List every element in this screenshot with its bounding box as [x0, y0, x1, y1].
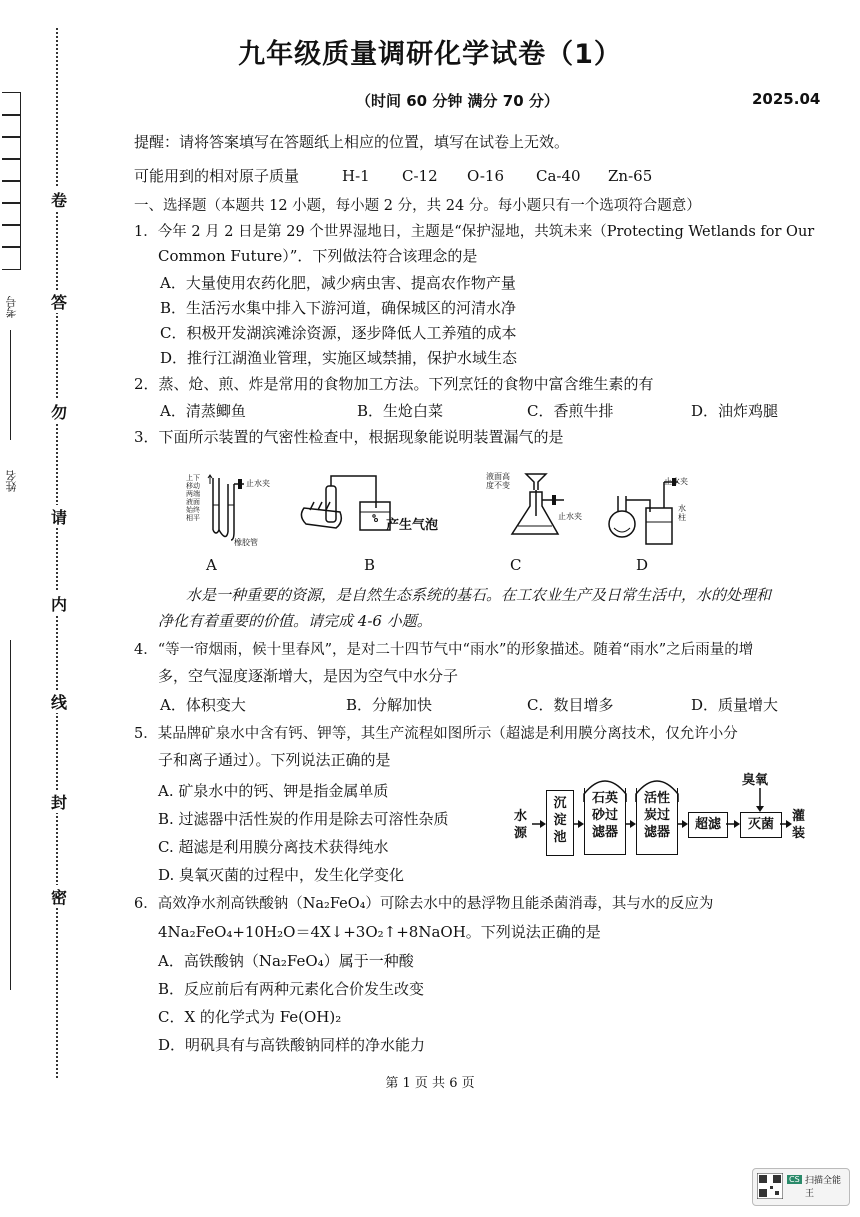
question-4-option[interactable]: D．质量增大 [691, 696, 779, 714]
question-2-option[interactable]: D．油炸鸡腿 [691, 402, 779, 420]
apparatus-a-note: 上下 移动 两端 液面 始终 相平 [186, 474, 200, 522]
question-4-option[interactable]: A．体积变大 [160, 696, 246, 714]
reading-intro: 净化有着重要的价值。请完成 4-6 小题。 [158, 612, 432, 630]
apparatus-c-note: 液面高 度不变 [486, 472, 510, 490]
section-heading: 一、选择题（本题共 12 小题，每小题 2 分，共 24 分。每小题只有一个选项符合题意） [134, 198, 701, 214]
flow-step-settling: 沉 淀 池 [546, 790, 574, 856]
exam-number-box[interactable] [2, 202, 21, 226]
question-5-option[interactable]: D. 臭氧灭菌的过程中，发生化学变化 [158, 866, 405, 884]
question-6-option[interactable]: B．反应前后有两种元素化合价发生改变 [158, 980, 425, 998]
name-label: 姓名 [5, 470, 18, 492]
reminder-text: 提醒：请将答案填写在答题纸上相应的位置，填写在试卷上无效。 [134, 133, 570, 151]
seal-char: 答 [49, 290, 69, 313]
question-2-option[interactable]: B．生炝白菜 [357, 402, 444, 420]
apparatus-d-column-label: 水 柱 [678, 504, 686, 522]
apparatus-a-letter[interactable]: A [206, 556, 217, 574]
apparatus-a-tube-label: 橡胶管 [234, 538, 258, 547]
exam-number-box[interactable] [2, 92, 21, 116]
question-1-option[interactable]: A．大量使用农药化肥，减少病虫害、提高农作物产量 [160, 274, 516, 292]
question-1-option[interactable]: C．积极开发湖滨滩涂资源，逐步降低人工养殖的成本 [160, 324, 517, 342]
exam-number-box[interactable] [2, 158, 21, 182]
question-4-stem: 4．“等一帘烟雨，候十里春风”，是对二十四节气中“雨水”的形象描述。随着“雨水”之后雨量的增 [134, 642, 754, 658]
atomic-mass-item: C-12 [402, 167, 438, 185]
page-title: 九年级质量调研化学试卷（1） [238, 39, 622, 70]
flow-water-source: 水 源 [514, 809, 528, 841]
exam-number-box[interactable] [2, 136, 21, 160]
question-6-option[interactable]: C．X 的化学式为 Fe(OH)₂ [158, 1008, 342, 1026]
apparatus-d-clamp-label: 止水夹 [664, 477, 688, 486]
question-2-option[interactable]: C．香煎牛排 [527, 402, 614, 420]
question-1-option[interactable]: D．推行江湖渔业管理，实施区域禁捕，保护水域生态 [160, 349, 518, 367]
atomic-mass-item: Zn-65 [608, 167, 653, 185]
seal-char: 密 [49, 885, 69, 908]
question-4-stem: 多，空气湿度逐渐增大，是因为空气中水分子 [158, 667, 459, 685]
exam-date: 2025.04 [752, 90, 821, 108]
question-5-option[interactable]: B. 过滤器中活性炭的作用是除去可溶性杂质 [158, 810, 449, 828]
apparatus-a-clamp-label: 止水夹 [246, 479, 270, 488]
atomic-mass-item: Ca-40 [536, 167, 581, 185]
question-2-stem: 2．蒸、炝、煎、炸是常用的食物加工方法。下列烹饪的食物中富含维生素的有 [134, 375, 654, 393]
seal-line [56, 28, 58, 1078]
exam-subtitle: （时间 60 分钟 满分 70 分） [356, 92, 559, 110]
exam-number-label: 考号 [5, 296, 18, 318]
apparatus-b-bubbles-label: 产生气泡 [386, 518, 439, 533]
seal-char: 勿 [49, 400, 69, 423]
scanner-watermark [752, 1168, 850, 1206]
question-5-option[interactable]: C. 超滤是利用膜分离技术获得纯水 [158, 838, 389, 856]
question-5-stem: 5．某品牌矿泉水中含有钙、钾等，其生产流程如图所示（超滤是利用膜分离技术，仅允许小分 [134, 726, 738, 742]
exam-number-box[interactable] [2, 246, 21, 270]
flow-ozone-label: 臭氧 [742, 773, 769, 788]
question-6-option[interactable]: A．高铁酸钠（Na₂FeO₄）属于一种酸 [158, 952, 414, 970]
question-5-option[interactable]: A. 矿泉水中的钙、钾是指金属单质 [158, 782, 389, 800]
apparatus-c-letter[interactable]: C [510, 556, 522, 574]
apparatus-b-letter[interactable]: B [364, 556, 376, 574]
flow-step-sterilization: 灭菌 [740, 812, 782, 838]
atomic-mass-label: 可能用到的相对原子质量 [134, 167, 300, 185]
seal-char: 封 [49, 790, 69, 813]
reading-intro: 水是一种重要的资源，是自然生态系统的基石。在工农业生产及日常生活中，水的处理和 [186, 586, 772, 604]
question-4-option[interactable]: B．分解加快 [346, 696, 433, 714]
flow-step-carbon-filter: 活性 炭过 滤器 [636, 788, 678, 855]
apparatus-c-clamp-label: 止水夹 [558, 512, 582, 521]
question-1-option[interactable]: B．生活污水集中排入下游河道，确保城区的河清水净 [160, 299, 517, 317]
atomic-mass-item: O-16 [467, 167, 505, 185]
question-3-stem: 3．下面所示装置的气密性检查中，根据现象能说明装置漏气的是 [134, 428, 564, 446]
flow-filling: 灌 装 [792, 809, 806, 841]
seal-char: 内 [49, 592, 69, 615]
question-5-stem: 子和离子通过）。下列说法正确的是 [158, 751, 391, 769]
name-line[interactable] [10, 330, 11, 440]
exam-number-box[interactable] [2, 180, 21, 204]
question-1-stem: Common Future）”．下列做法符合该理念的是 [158, 247, 478, 265]
qr-code-icon [757, 1173, 783, 1199]
exam-number-box[interactable] [2, 114, 21, 138]
scanner-brand-badge: CS [789, 1175, 800, 1184]
question-6-equation: 4Na₂FeO₄+10H₂O＝4X↓+3O₂↑+8NaOH。下列说法正确的是 [158, 923, 601, 941]
question-1-stem: 1．今年 2 月 2 日是第 29 个世界湿地日，主题是“保护湿地，共筑未来（Protecting Wetlands for Our [134, 224, 815, 240]
apparatus-d-letter[interactable]: D [636, 556, 649, 574]
seal-char: 线 [49, 690, 69, 713]
question-2-option[interactable]: A．清蒸鲫鱼 [160, 402, 246, 420]
question-6-stem: 6．高效净水剂高铁酸钠（Na₂FeO₄）可除去水中的悬浮物且能杀菌消毒，其与水的反应为 [134, 896, 714, 912]
exam-number-box[interactable] [2, 224, 21, 248]
flow-step-ultrafiltration: 超滤 [688, 812, 728, 838]
question-6-option[interactable]: D．明矾具有与高铁酸钠同样的净水能力 [158, 1036, 426, 1054]
page-number: 第 1 页 共 6 页 [385, 1076, 475, 1091]
question-4-option[interactable]: C．数目增多 [527, 696, 614, 714]
seal-char: 请 [49, 505, 69, 528]
scanner-brand-text: 扫描全能王 [805, 1176, 842, 1199]
class-line[interactable] [10, 640, 11, 990]
flow-step-quartz-filter: 石英 砂过 滤器 [584, 788, 626, 855]
atomic-mass-item: H-1 [342, 167, 370, 185]
seal-char: 卷 [49, 188, 69, 211]
